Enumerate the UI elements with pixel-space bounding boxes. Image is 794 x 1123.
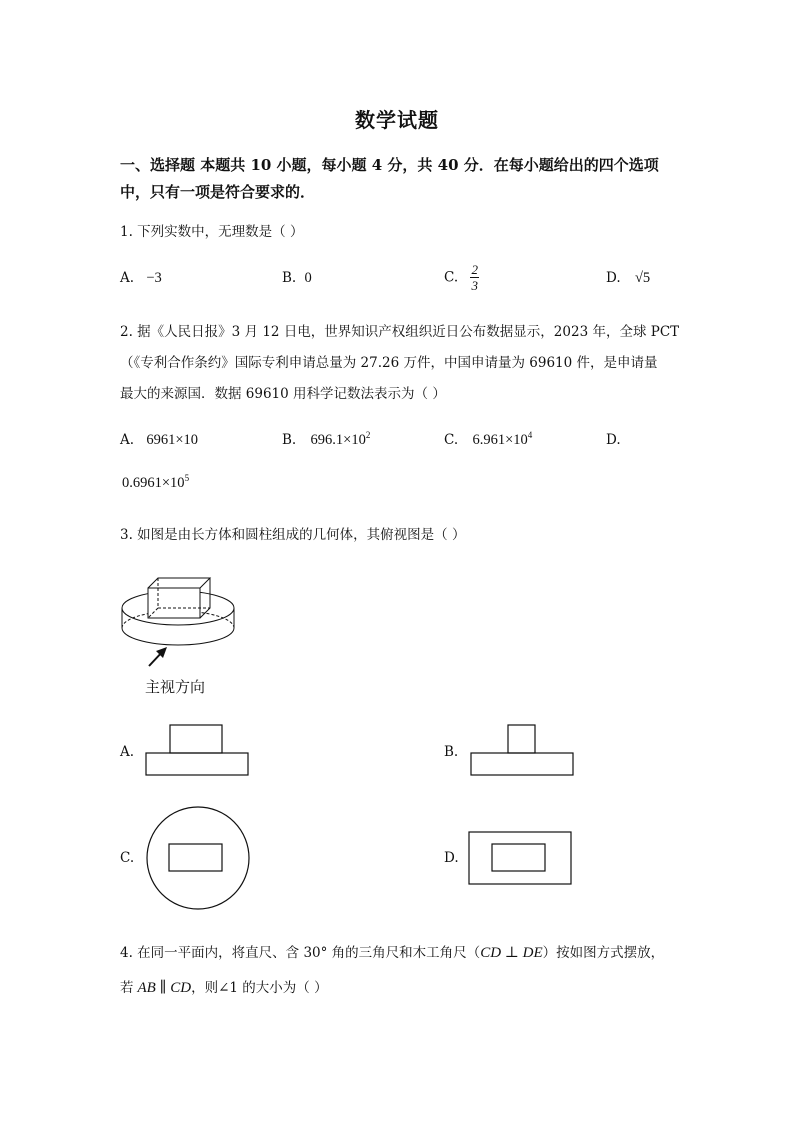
- page-title: 数学试题: [355, 108, 439, 132]
- q3-option-b-figure[interactable]: [470, 724, 574, 778]
- q1-stem: 1. 下列实数中，无理数是（ ）: [120, 224, 304, 240]
- q2-option-c[interactable]: [444, 432, 532, 449]
- q2-option-d-exponent: 5: [184, 473, 190, 484]
- q4-line2-math: AB ∥ CD: [137, 980, 192, 996]
- q3-option-c-figure[interactable]: [145, 805, 251, 911]
- q2-option-a-label: A.: [120, 432, 135, 448]
- q1-option-d-value: √5: [634, 270, 651, 286]
- section-heading-line2: 中，只有一项是符合要求的．: [120, 183, 316, 201]
- q2-option-d-label: D.: [606, 432, 621, 448]
- q1-option-b[interactable]: [282, 270, 312, 287]
- q1-option-b-value: 0: [304, 270, 312, 286]
- q2-option-c-label: C.: [444, 432, 459, 448]
- q2-option-d[interactable]: [122, 475, 189, 492]
- q1-option-c-fraction: [470, 262, 479, 293]
- q2-option-b-label: B.: [282, 432, 297, 448]
- q4-line1-text-a: 4. 在同一平面内，将直尺、含 30° 角的三角尺和木工角尺（: [120, 945, 481, 961]
- q3-option-a-label[interactable]: A.: [120, 744, 135, 760]
- q2-option-c-base: 6.961×10: [472, 432, 528, 448]
- q3-option-a-figure[interactable]: [145, 724, 249, 778]
- q4-line1-math: CD ⊥ DE: [480, 945, 543, 961]
- q1-option-c-numerator: 2: [471, 262, 478, 277]
- q2-stem-line2: （《专利合作条约》国际专利申请总量为 27.26 万件，中国申请量为 69610 件，是申请量: [120, 355, 658, 371]
- q2-option-b[interactable]: [282, 432, 370, 449]
- section-heading-line1: 一、选择题 本题共 10 小题，每小题 4 分，共 40 分．在每小题给出的四个选项: [120, 156, 659, 174]
- q4-line1-text-b: ）按如图方式摆放，: [542, 945, 665, 961]
- q3-option-d-label[interactable]: D.: [444, 850, 459, 866]
- q2-option-a[interactable]: [120, 432, 198, 449]
- q2-stem-line3: 最大的来源国．数据 69610 用科学记数法表示为（ ）: [120, 386, 446, 402]
- q2-option-a-value: 6961×10: [146, 432, 199, 448]
- q2-option-d-base: 0.6961×10: [122, 475, 185, 491]
- q3-figure-caption: 主视方向: [145, 678, 206, 696]
- q4-stem-line2: [120, 976, 328, 997]
- q1-option-d-label: D.: [606, 270, 621, 286]
- q1-option-c[interactable]: [444, 262, 479, 293]
- q1-option-c-denominator: 3: [471, 278, 478, 293]
- q3-option-c-label[interactable]: C.: [120, 850, 135, 866]
- q1-option-a-value: −3: [146, 270, 162, 286]
- q2-option-b-exponent: 2: [365, 430, 371, 441]
- q2-option-d-label-wrap[interactable]: [606, 432, 621, 448]
- q1-option-b-label: B.: [282, 270, 297, 286]
- q2-stem-line1: 2. 据《人民日报》3 月 12 日电，世界知识产权组织近日公布数据显示，2023 年，全球 PCT: [120, 324, 680, 340]
- q1-option-d[interactable]: [606, 270, 650, 287]
- q2-option-b-base: 696.1×10: [310, 432, 366, 448]
- q2-option-c-exponent: 4: [527, 430, 533, 441]
- q4-line2-text-b: ，则∠1 的大小为（ ）: [191, 980, 328, 996]
- q1-option-a-label: A.: [120, 270, 135, 286]
- q1-option-c-label: C.: [444, 269, 459, 286]
- q4-stem-line1: [120, 941, 664, 962]
- q3-option-b-label[interactable]: B.: [444, 744, 459, 760]
- q3-option-d-figure[interactable]: [468, 831, 572, 885]
- q3-stem: 3. 如图是由长方体和圆柱组成的几何体，其俯视图是（ ）: [120, 527, 466, 543]
- q4-line2-text-a: 若: [120, 980, 134, 996]
- q3-solid-figure: [118, 570, 248, 670]
- q1-option-a[interactable]: [120, 270, 162, 287]
